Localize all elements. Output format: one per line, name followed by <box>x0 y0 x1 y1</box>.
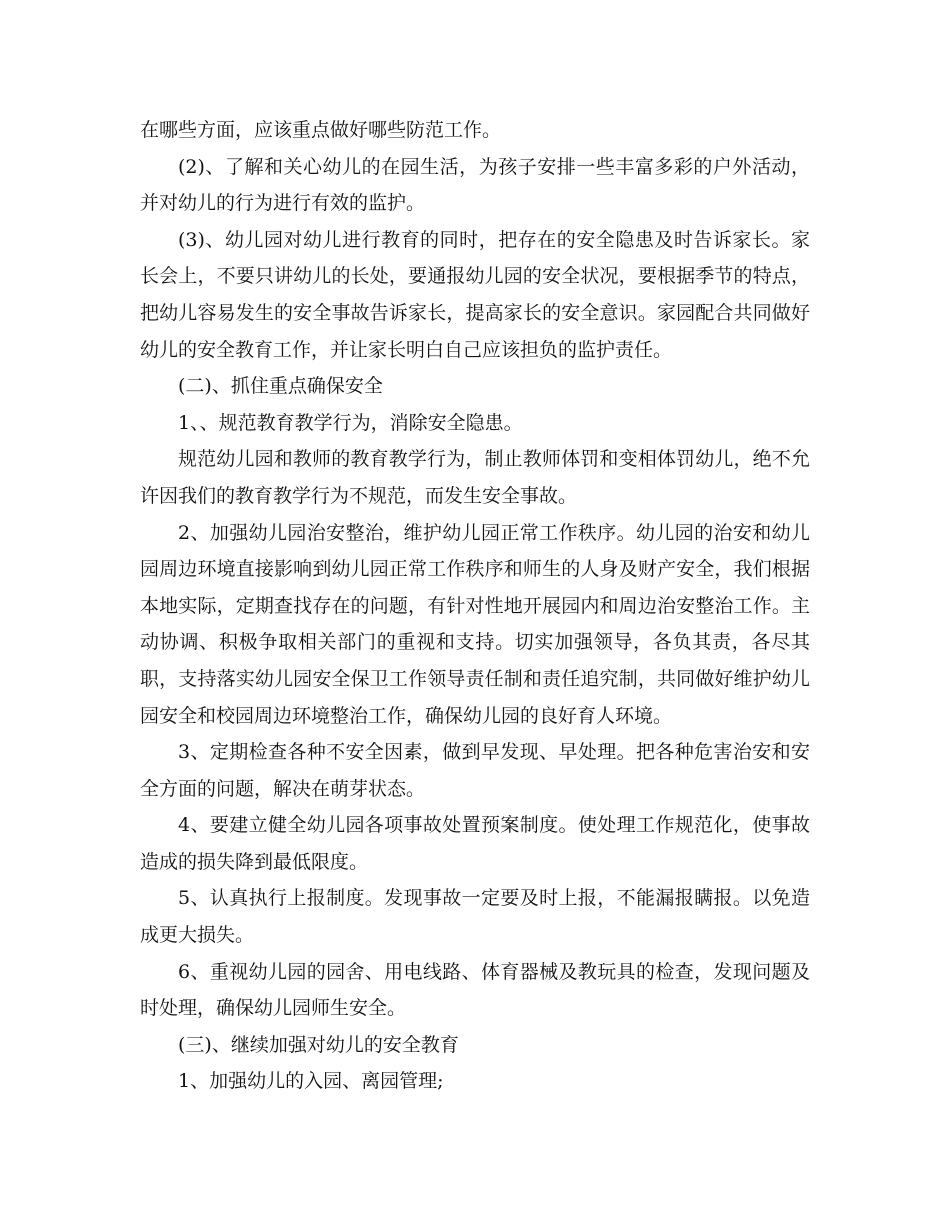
section-heading-2: (二)、抓住重点确保安全 <box>178 375 383 398</box>
paragraph-point-5: 5、认真执行上报制度。发现事故一定要及时上报，不能漏报瞒报。以免造成更大损失。 <box>140 887 810 947</box>
paragraph-item-3: (3)、幼儿园对幼儿进行教育的同时，把存在的安全隐患及时告诉家长。家长会上，不要只讲幼儿的长处，要通报幼儿园的安全状况，要根据季节的特点，把幼儿容易发生的安全事故告诉家长，提高家长的安全意识。家园配合共同做好幼儿的安全教育工作，并让家长明白自己应该担负的监护责任。 <box>140 228 810 361</box>
paragraph-item-2: (2)、了解和关心幼儿的在园生活，为孩子安排一些丰富多彩的户外活动，并对幼儿的行为进行有效的监护。 <box>140 155 810 215</box>
paragraph-point-2: 2、加强幼儿园治安整治，维护幼儿园正常工作秩序。幼儿园的治安和幼儿园周边环境直接影响到幼儿园正常工作秩序和师生的人身及财产安全，我们根据本地实际，定期查找存在的问题，有针对性地开展园内和周边治安整治工作。主动协调、积极争取相关部门的重视和支持。切实加强领导，各负其责，各尽其职，支持落实幼儿园安全保卫工作领导责任制和责任追究制，共同做好维护幼儿园安全和校园周边环境整治工作，确保幼儿园的良好育人环境。 <box>140 521 810 727</box>
paragraph-continuation: 在哪些方面，应该重点做好哪些防范工作。 <box>140 119 502 141</box>
document-body <box>140 112 810 1100</box>
paragraph-point-3: 3、定期检查各种不安全因素，做到早发现、早处理。把各种危害治安和安全方面的问题，解决在萌芽状态。 <box>140 741 810 800</box>
section-heading-3: (三)、继续加强对幼儿的安全教育 <box>178 1033 459 1056</box>
paragraph-point-6: 6、重视幼儿园的园舍、用电线路、体育器械及教玩具的检查，发现问题及时处理，确保幼儿园师生安全。 <box>140 960 810 1020</box>
paragraph-point-1: 1、、规范教育教学行为，消除安全隐患。 <box>178 411 523 434</box>
paragraph-point-1-detail: 规范幼儿园和教师的教育教学行为，制止教师体罚和变相体罚幼儿，绝不允许因我们的教育教学行为不规范，而发生安全事故。 <box>140 448 810 507</box>
paragraph-section-3-point-1: 1、加强幼儿的入园、离园管理; <box>178 1070 444 1093</box>
paragraph-point-4: 4、要建立健全幼儿园各项事故处置预案制度。使处理工作规范化，使事故造成的损失降到最低限度。 <box>140 814 810 873</box>
